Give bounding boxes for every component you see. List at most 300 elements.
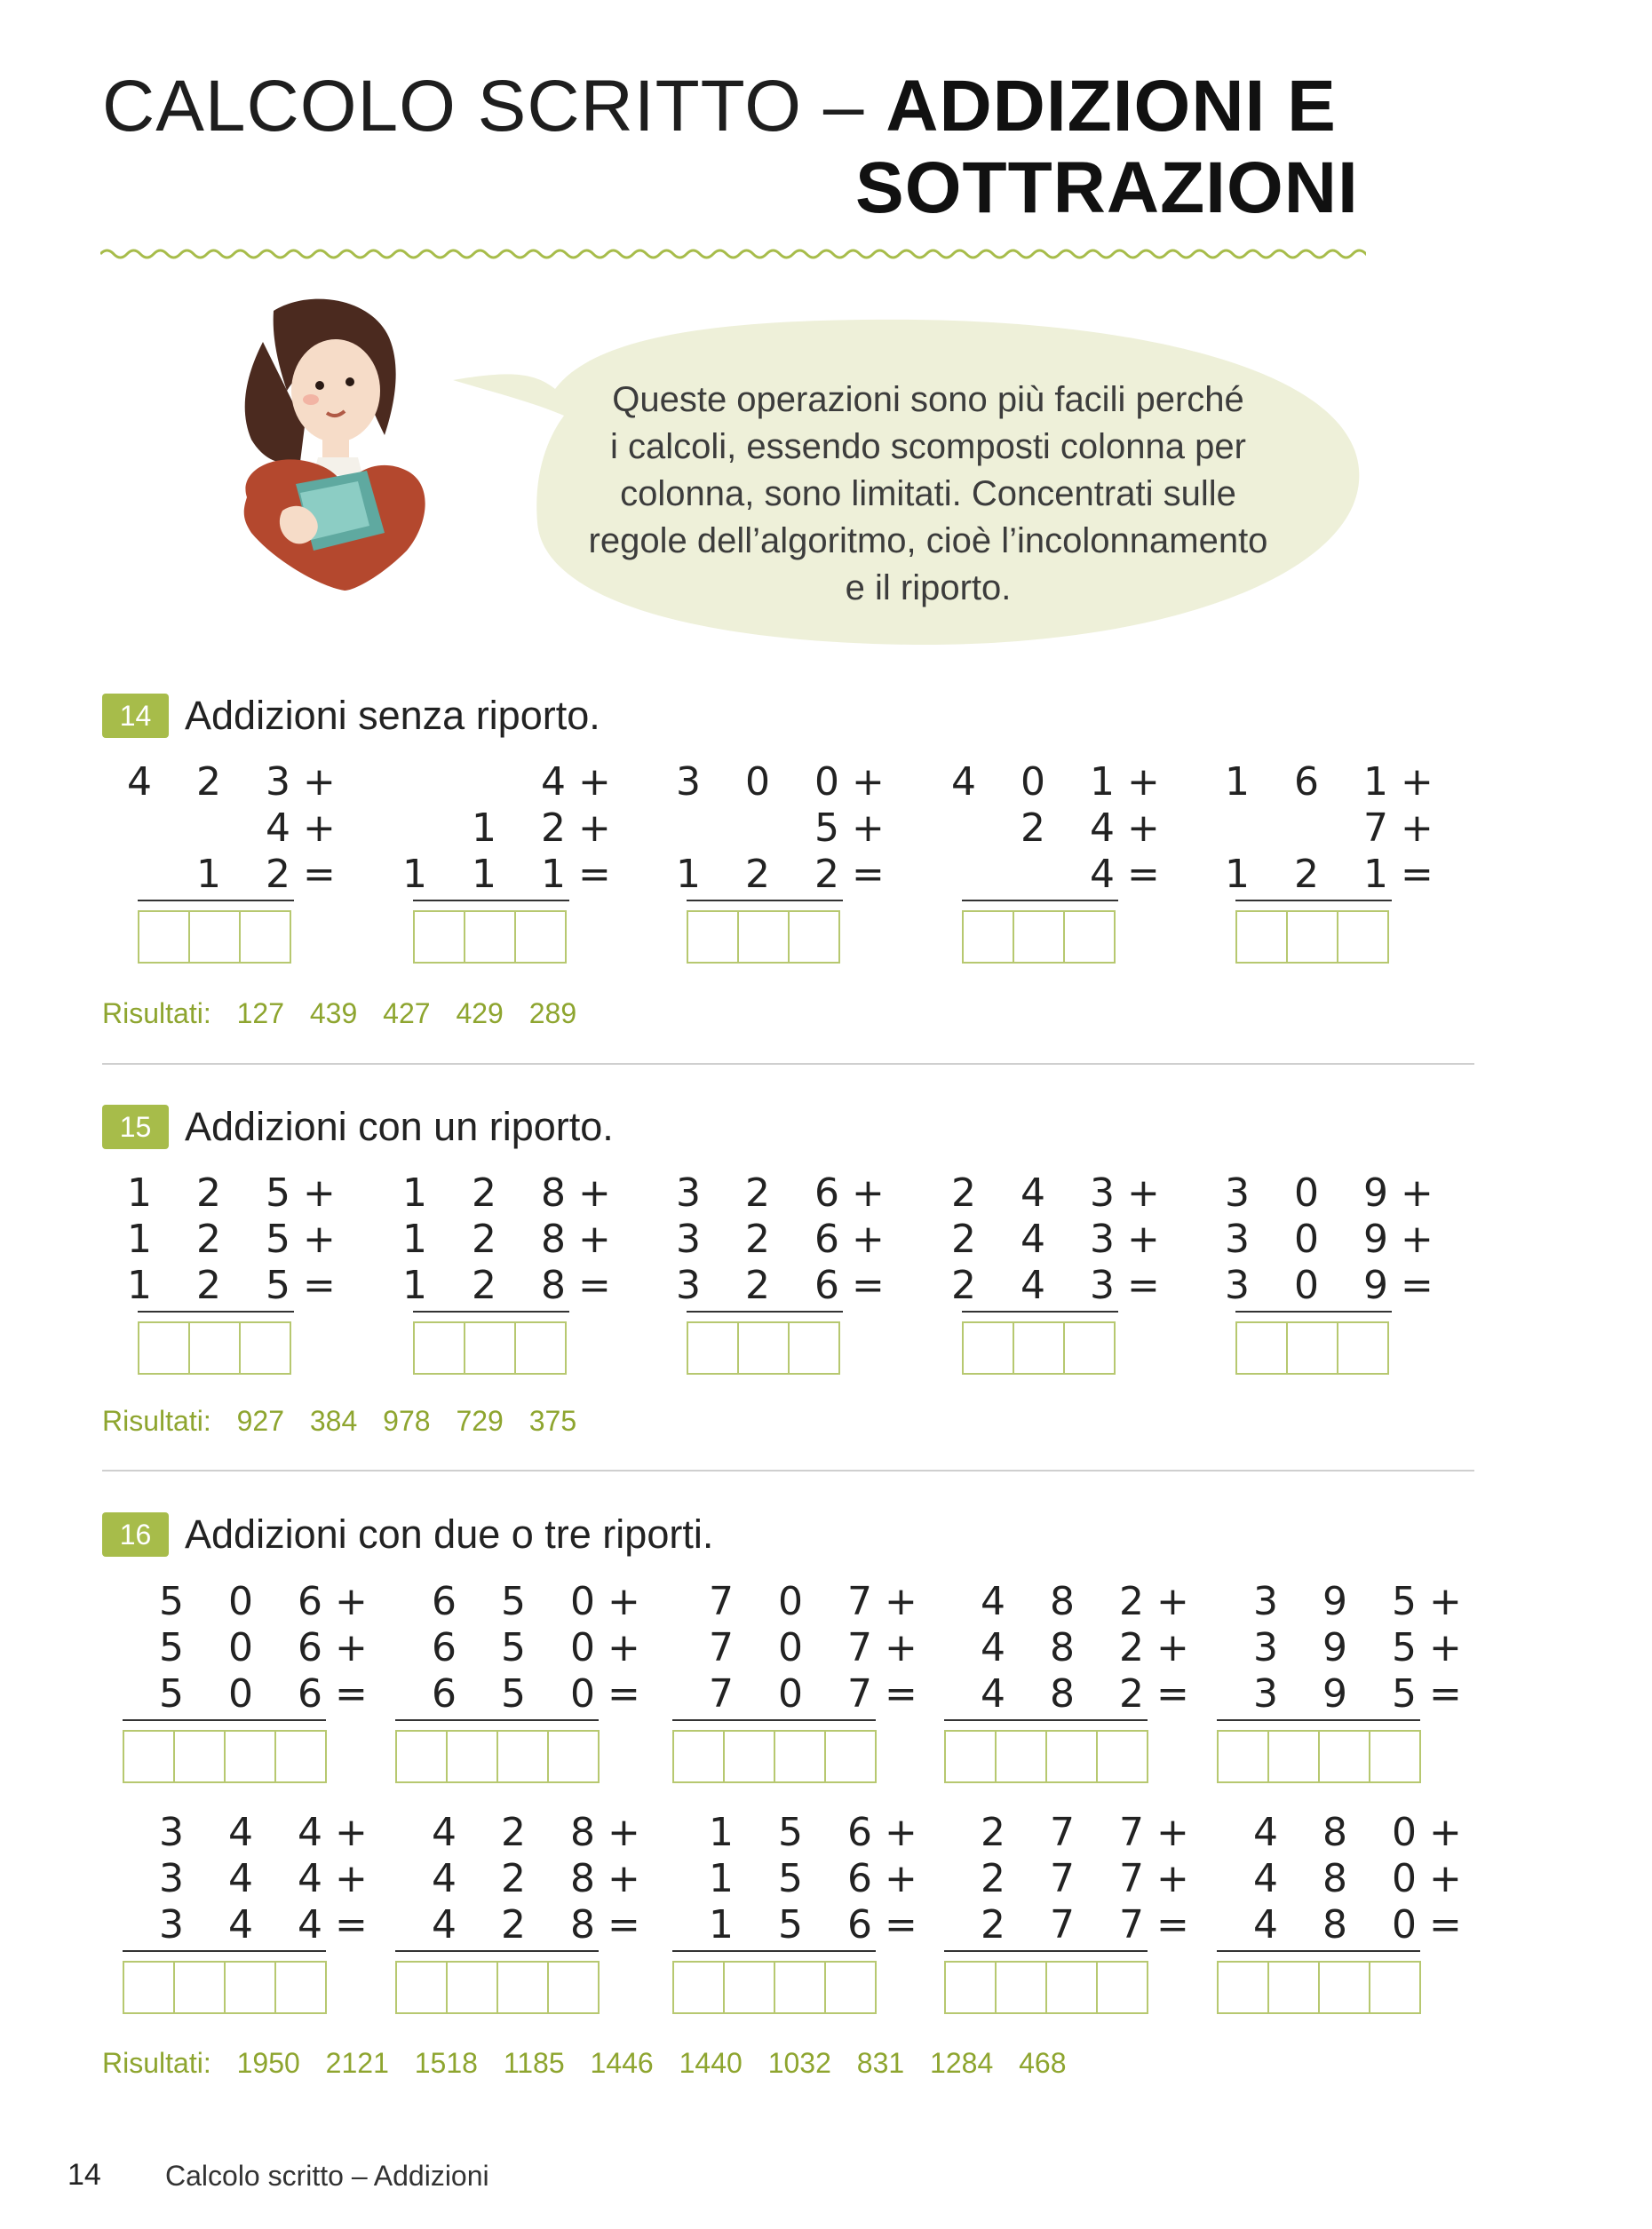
operand: 1 6 1 [1225, 759, 1404, 805]
answer-digit-box[interactable] [1013, 910, 1065, 964]
plus-sign: + [852, 759, 885, 805]
operation-row [395, 1671, 640, 1717]
equals-sign: = [1156, 1671, 1189, 1717]
operation-row [676, 1170, 885, 1217]
answer-digit-box[interactable] [687, 1321, 739, 1375]
answer-digit-box[interactable] [1096, 1961, 1148, 2014]
answer-digit-box[interactable] [1235, 910, 1288, 964]
answer-digit-box[interactable] [723, 1730, 775, 1783]
title-light: CALCOLO SCRITTO – [102, 66, 886, 147]
addition-operation [676, 1170, 917, 1380]
plus-sign: + [335, 1579, 368, 1624]
operation-row [672, 1579, 917, 1625]
answer-digit-box[interactable] [824, 1730, 877, 1783]
result-value: 1440 [679, 2047, 743, 2079]
plus-sign: + [1401, 1217, 1434, 1262]
sum-line [1217, 1719, 1420, 1721]
operand: 3 9 5 [1253, 1579, 1433, 1624]
equals-sign: = [852, 852, 885, 897]
answer-digit-box[interactable] [1337, 1321, 1389, 1375]
sum-line [687, 1311, 843, 1313]
operation-row [1225, 759, 1434, 805]
operand: 5 0 6 [159, 1671, 338, 1717]
sum-line [395, 1950, 599, 1952]
operation-row [395, 1625, 640, 1671]
operand: 1 5 6 [709, 1856, 888, 1901]
answer-digit-box[interactable] [395, 1961, 448, 2014]
operand: 2 7 7 [981, 1856, 1160, 1901]
sum-line [138, 1311, 294, 1313]
answer-digit-box[interactable] [944, 1730, 997, 1783]
exercise-14-results [102, 997, 576, 1030]
operand: 6 5 0 [432, 1625, 611, 1670]
answer-digit-box[interactable] [547, 1961, 600, 2014]
title-bold-1: ADDIZIONI E [886, 66, 1337, 147]
operation-row [687, 805, 885, 852]
operation-row [123, 1625, 368, 1671]
answer-digit-box[interactable] [723, 1961, 775, 2014]
addition-operation [672, 1579, 921, 1789]
plus-sign: + [303, 759, 336, 805]
operation-row [127, 1170, 336, 1217]
answer-digit-box[interactable] [395, 1730, 448, 1783]
plus-sign: + [1429, 1810, 1462, 1855]
operation-row [123, 1671, 368, 1717]
operand: 6 5 0 [432, 1579, 611, 1624]
addition-operation [123, 1579, 371, 1789]
answer-digit-box[interactable] [1096, 1730, 1148, 1783]
answer-digit-box[interactable] [188, 910, 241, 964]
equals-sign: = [1429, 1902, 1462, 1947]
answer-digit-box[interactable] [1045, 1961, 1098, 2014]
operand: 1 2 [472, 805, 582, 851]
exercise-number-badge: 14 [102, 694, 169, 738]
addition-operation [395, 1579, 644, 1789]
answer-digit-box[interactable] [687, 910, 739, 964]
operand: 3 2 6 [676, 1170, 855, 1216]
addition-operation [944, 1810, 1193, 2019]
operation-row [1225, 852, 1434, 898]
plus-sign: + [852, 1217, 885, 1262]
plus-sign: + [578, 759, 611, 805]
operand: 1 2 8 [402, 1217, 582, 1262]
answer-digit-box[interactable] [1217, 1961, 1269, 2014]
answer-digit-box[interactable] [1267, 1730, 1320, 1783]
answer-digit-box[interactable] [173, 1730, 226, 1783]
answer-digit-box[interactable] [514, 910, 567, 964]
answer-digit-box[interactable] [413, 910, 465, 964]
operation-row [1235, 805, 1434, 852]
equals-sign: = [578, 852, 611, 897]
operand: 3 0 9 [1225, 1263, 1404, 1308]
answer-digit-box[interactable] [446, 1961, 498, 2014]
plus-sign: + [608, 1856, 640, 1901]
operand: 1 2 5 [127, 1217, 306, 1262]
plus-sign: + [852, 1170, 885, 1216]
answer-digit-box[interactable] [1369, 1961, 1421, 2014]
answer-digit-box[interactable] [547, 1730, 600, 1783]
operation-row [402, 1263, 611, 1309]
answer-boxes [944, 1961, 1147, 2014]
operand: 4 2 8 [432, 1902, 611, 1947]
answer-digit-box[interactable] [737, 1321, 790, 1375]
answer-digit-box[interactable] [138, 910, 190, 964]
answer-boxes [962, 1321, 1114, 1375]
operand: 3 2 6 [676, 1263, 855, 1308]
operand: 2 7 7 [981, 1810, 1160, 1855]
plus-sign: + [303, 1217, 336, 1262]
plus-sign: + [608, 1810, 640, 1855]
operand: 1 2 2 [676, 852, 855, 897]
sum-line [944, 1950, 1148, 1952]
answer-boxes [1217, 1961, 1419, 2014]
operand: 7 0 7 [709, 1625, 888, 1670]
exercise-number-badge: 15 [102, 1105, 169, 1149]
answer-digit-box[interactable] [1286, 910, 1338, 964]
operation-row [1217, 1671, 1462, 1717]
operand: 2 4 3 [951, 1263, 1131, 1308]
answer-digit-box[interactable] [138, 1321, 190, 1375]
plus-sign: + [885, 1810, 917, 1855]
plus-sign: + [1156, 1625, 1189, 1670]
answer-digit-box[interactable] [672, 1730, 725, 1783]
sum-line [962, 1311, 1118, 1313]
results-label: Risultati: [102, 2047, 211, 2079]
answer-digit-box[interactable] [788, 910, 840, 964]
operation-row [413, 759, 611, 805]
plus-sign: + [335, 1625, 368, 1670]
answer-digit-box[interactable] [995, 1961, 1047, 2014]
operand: 4 8 0 [1253, 1810, 1433, 1855]
addition-operation [127, 1170, 369, 1380]
sum-line [1235, 1311, 1392, 1313]
answer-digit-box[interactable] [1063, 1321, 1116, 1375]
plus-sign: + [1156, 1579, 1189, 1624]
answer-boxes [395, 1730, 598, 1783]
result-value: 1185 [503, 2047, 565, 2079]
answer-digit-box[interactable] [737, 910, 790, 964]
answer-digit-box[interactable] [274, 1961, 327, 2014]
plus-sign: + [885, 1579, 917, 1624]
answer-digit-box[interactable] [1318, 1961, 1370, 2014]
operation-row [962, 852, 1160, 898]
operation-row [123, 1902, 368, 1948]
result-value: 831 [856, 2047, 905, 2079]
plus-sign: + [608, 1579, 640, 1624]
addition-operation [395, 1810, 644, 2019]
operand: 4 2 8 [432, 1810, 611, 1855]
operation-row [676, 1217, 885, 1263]
exercise-title: Addizioni con due o tre riporti. [185, 1511, 714, 1557]
plus-sign: + [885, 1625, 917, 1670]
operand: 1 2 5 [127, 1170, 306, 1216]
operand: 7 [1363, 805, 1404, 851]
equals-sign: = [1127, 1263, 1160, 1308]
answer-boxes [672, 1961, 875, 2014]
answer-boxes [123, 1730, 325, 1783]
answer-boxes [138, 910, 290, 964]
operation-row [395, 1902, 640, 1948]
answer-digit-box[interactable] [1045, 1730, 1098, 1783]
operation-row [127, 1263, 336, 1309]
result-value: 1032 [767, 2047, 831, 2079]
operation-row [127, 759, 336, 805]
answer-digit-box[interactable] [239, 910, 291, 964]
operation-row [944, 1579, 1189, 1625]
result-value: 1950 [236, 2047, 300, 2079]
operation-row [123, 1579, 368, 1625]
operand: 2 7 7 [981, 1902, 1160, 1947]
sum-line [672, 1719, 876, 1721]
answer-digit-box[interactable] [774, 1961, 826, 2014]
answer-digit-box[interactable] [1267, 1961, 1320, 2014]
answer-boxes [123, 1961, 325, 2014]
operand: 1 2 1 [1225, 852, 1404, 897]
plus-sign: + [1127, 1170, 1160, 1216]
section-divider [102, 1470, 1474, 1471]
operand: 1 1 1 [402, 852, 582, 897]
answer-digit-box[interactable] [173, 1961, 226, 2014]
plus-sign: + [852, 805, 885, 851]
result-value: 289 [528, 997, 577, 1029]
answer-digit-box[interactable] [188, 1321, 241, 1375]
operand: 4 8 0 [1253, 1856, 1433, 1901]
result-value: 127 [236, 997, 284, 1029]
page-title [102, 62, 1337, 151]
sum-line [672, 1950, 876, 1952]
exercise-14-header [102, 693, 600, 739]
answer-digit-box[interactable] [496, 1730, 549, 1783]
operation-row [138, 805, 336, 852]
result-value: 1518 [414, 2047, 478, 2079]
answer-digit-box[interactable] [496, 1961, 549, 2014]
plus-sign: + [1401, 1170, 1434, 1216]
result-value: 729 [456, 1405, 504, 1437]
operation-row [1217, 1902, 1462, 1948]
operation-row [672, 1671, 917, 1717]
operation-row [395, 1579, 640, 1625]
answer-boxes [687, 1321, 838, 1375]
answer-boxes [413, 910, 565, 964]
equals-sign: = [1127, 852, 1160, 897]
plus-sign: + [1156, 1856, 1189, 1901]
plus-sign: + [1127, 805, 1160, 851]
sum-line [395, 1719, 599, 1721]
operand: 3 0 0 [676, 759, 855, 805]
answer-digit-box[interactable] [1318, 1730, 1370, 1783]
result-value: 1284 [930, 2047, 994, 2079]
addition-operation [672, 1810, 921, 2019]
operation-row [1217, 1579, 1462, 1625]
operation-row [951, 1217, 1160, 1263]
operand: 3 0 9 [1225, 1217, 1404, 1262]
operand: 4 8 0 [1253, 1902, 1433, 1947]
answer-digit-box[interactable] [672, 1961, 725, 2014]
operand: 2 4 3 [951, 1217, 1131, 1262]
answer-digit-box[interactable] [274, 1730, 327, 1783]
operation-row [402, 1217, 611, 1263]
answer-digit-box[interactable] [446, 1730, 498, 1783]
operation-row [138, 852, 336, 898]
answer-digit-box[interactable] [224, 1730, 276, 1783]
sum-line [123, 1950, 326, 1952]
operation-row [1225, 1217, 1434, 1263]
operand: 5 [814, 805, 855, 851]
addition-operation [127, 759, 369, 969]
equals-sign: = [608, 1902, 640, 1947]
operand: 1 5 6 [709, 1810, 888, 1855]
answer-boxes [395, 1961, 598, 2014]
plus-sign: + [1429, 1856, 1462, 1901]
operand: 1 5 6 [709, 1902, 888, 1947]
exercise-title: Addizioni senza riporto. [185, 693, 600, 738]
plus-sign: + [1127, 1217, 1160, 1262]
answer-digit-box[interactable] [123, 1730, 175, 1783]
answer-digit-box[interactable] [962, 1321, 1014, 1375]
exercise-15-results [102, 1405, 576, 1438]
plus-sign: + [1401, 759, 1434, 805]
result-value: 427 [383, 997, 431, 1029]
operand: 3 4 4 [159, 1810, 338, 1855]
plus-sign: + [335, 1810, 368, 1855]
operation-row [672, 1856, 917, 1902]
operand: 4 [541, 759, 582, 805]
bubble-text: Queste operazioni sono più facili perché i calcoli, essendo scomposti colonna per colonna, sono limitati. Concentrati sulle regole dell’algoritmo, cioè l’incolonnamento e il riporto. [588, 380, 1268, 607]
operation-row [944, 1902, 1189, 1948]
plus-sign: + [578, 1170, 611, 1216]
sum-line [413, 900, 569, 901]
title-bold-2: SOTTRAZIONI [855, 147, 1359, 228]
operation-row [672, 1902, 917, 1948]
answer-digit-box[interactable] [514, 1321, 567, 1375]
answer-digit-box[interactable] [1286, 1321, 1338, 1375]
answer-digit-box[interactable] [1217, 1730, 1269, 1783]
answer-digit-box[interactable] [123, 1961, 175, 2014]
operand: 5 0 6 [159, 1625, 338, 1670]
operand: 7 0 7 [709, 1671, 888, 1717]
operand: 3 4 4 [159, 1902, 338, 1947]
operand: 3 9 5 [1253, 1671, 1433, 1717]
operation-row [944, 1856, 1189, 1902]
answer-digit-box[interactable] [1369, 1730, 1421, 1783]
title-wave-divider [100, 245, 1366, 263]
results-label: Risultati: [102, 997, 211, 1029]
equals-sign: = [852, 1263, 885, 1308]
answer-digit-box[interactable] [1013, 1321, 1065, 1375]
operand: 1 2 [196, 852, 306, 897]
operand: 4 2 8 [432, 1856, 611, 1901]
operand: 7 0 7 [709, 1579, 888, 1624]
answer-digit-box[interactable] [1235, 1321, 1288, 1375]
answer-digit-box[interactable] [464, 910, 516, 964]
result-value: 468 [1019, 2047, 1067, 2079]
addition-operation [1225, 1170, 1466, 1380]
plus-sign: + [1401, 805, 1434, 851]
operation-row [951, 759, 1160, 805]
sum-line [687, 900, 843, 901]
answer-boxes [687, 910, 838, 964]
addition-operation [951, 1170, 1193, 1380]
plus-sign: + [335, 1856, 368, 1901]
answer-digit-box[interactable] [224, 1961, 276, 2014]
answer-digit-box[interactable] [239, 1321, 291, 1375]
addition-operation [1217, 1579, 1465, 1789]
footer-text: Calcolo scritto – Addizioni [165, 2160, 489, 2192]
answer-boxes [672, 1730, 875, 1783]
operation-row [395, 1810, 640, 1856]
addition-operation [402, 1170, 644, 1380]
operand: 2 4 [1021, 805, 1131, 851]
operation-row [944, 1810, 1189, 1856]
addition-operation [402, 759, 644, 969]
results-label: Risultati: [102, 1405, 211, 1437]
section-divider [102, 1063, 1474, 1065]
operation-row [951, 1263, 1160, 1309]
answer-digit-box[interactable] [774, 1730, 826, 1783]
answer-digit-box[interactable] [944, 1961, 997, 2014]
addition-operation [951, 759, 1193, 969]
equals-sign: = [1429, 1671, 1462, 1717]
answer-boxes [138, 1321, 290, 1375]
exercise-16-results [102, 2047, 1067, 2080]
operation-row [672, 1810, 917, 1856]
plus-sign: + [578, 1217, 611, 1262]
equals-sign: = [335, 1902, 368, 1947]
addition-operation [1225, 759, 1466, 969]
operation-row [1217, 1856, 1462, 1902]
answer-boxes [944, 1730, 1147, 1783]
operation-row [402, 852, 611, 898]
result-value: 1446 [590, 2047, 654, 2079]
answer-digit-box[interactable] [995, 1730, 1047, 1783]
sum-line [413, 1311, 569, 1313]
answer-digit-box[interactable] [1063, 910, 1116, 964]
operand: 3 9 5 [1253, 1625, 1433, 1670]
sum-line [123, 1719, 326, 1721]
answer-digit-box[interactable] [824, 1961, 877, 2014]
equals-sign: = [578, 1263, 611, 1308]
plus-sign: + [1127, 759, 1160, 805]
operand: 4 [266, 805, 306, 851]
operand: 3 0 9 [1225, 1170, 1404, 1216]
addition-operation [123, 1810, 371, 2019]
answer-digit-box[interactable] [788, 1321, 840, 1375]
operand: 4 8 2 [981, 1625, 1160, 1670]
operation-row [395, 1856, 640, 1902]
answer-digit-box[interactable] [1337, 910, 1389, 964]
result-value: 2121 [325, 2047, 389, 2079]
operation-row [1225, 1263, 1434, 1309]
answer-digit-box[interactable] [413, 1321, 465, 1375]
operation-row [123, 1810, 368, 1856]
operation-row [1217, 1625, 1462, 1671]
equals-sign: = [1401, 852, 1434, 897]
page-number: 14 [68, 2158, 101, 2192]
answer-digit-box[interactable] [962, 910, 1014, 964]
operand: 4 2 3 [127, 759, 306, 805]
answer-digit-box[interactable] [464, 1321, 516, 1375]
equals-sign: = [303, 852, 336, 897]
answer-boxes [962, 910, 1114, 964]
sum-line [944, 1719, 1148, 1721]
teacher-illustration-icon [211, 293, 451, 595]
operation-row [402, 1170, 611, 1217]
equals-sign: = [885, 1671, 917, 1717]
operand: 3 4 4 [159, 1856, 338, 1901]
equals-sign: = [885, 1902, 917, 1947]
operation-row [1217, 1810, 1462, 1856]
equals-sign: = [1156, 1902, 1189, 1947]
